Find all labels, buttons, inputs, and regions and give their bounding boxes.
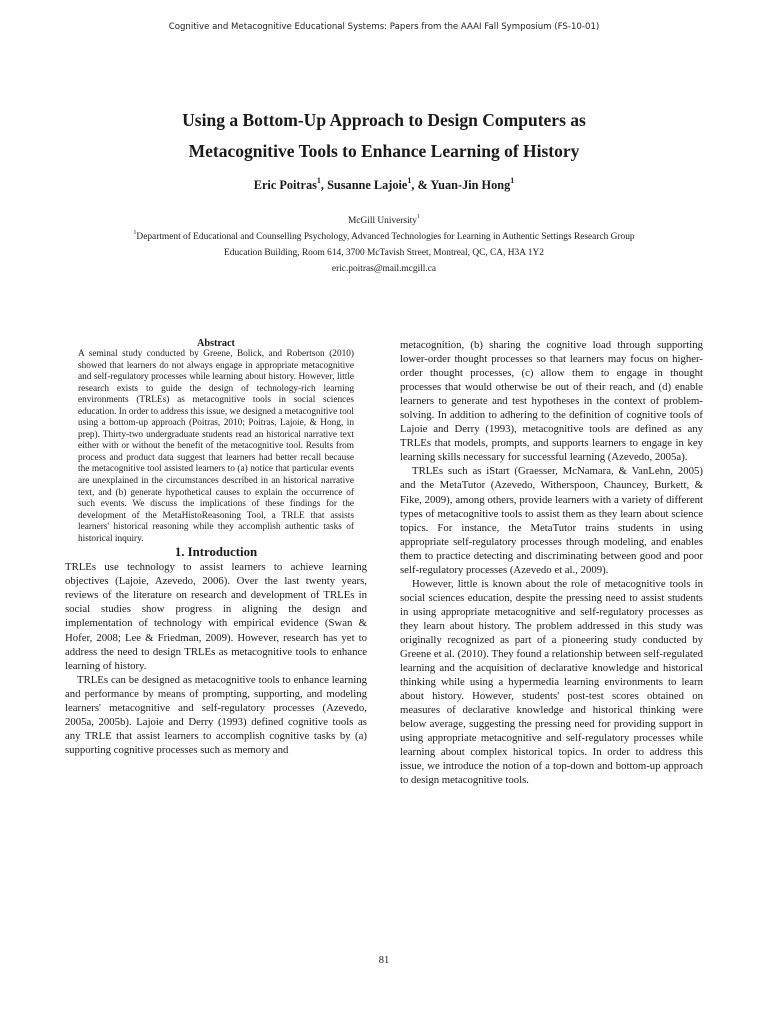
university bbox=[20, 213, 748, 229]
page-number: 81 bbox=[378, 955, 390, 966]
university-mark: 1 bbox=[416, 214, 421, 221]
affiliation-block bbox=[20, 213, 748, 277]
author-separator: , & bbox=[411, 178, 431, 192]
title-line-2: Metacognitive Tools to Enhance Learning of History bbox=[188, 141, 580, 161]
body-paragraph: metacognition, (b) sharing the cognitive load through supporting lower-order thought processes so that learners may focus on higher-order thought processes, (c) allow them to engage in thought processes that would otherwise be out of their reach, and (d) enable learners to generate and test hypotheses in the context of problem-solving. In addition to adhering to the definition of cognitive tools of Lajoie and Derry (1993), metacognitive tools are defined as any TRLEs that models, prompts, and supports learners to engage in key learning skills necessary for successful learning (Azevedo, 2005a). bbox=[400, 339, 703, 464]
abstract-text: A seminal study conducted by Greene, Bolick, and Robertson (2010) showed that learners do not always engage in appropriate metacognitive and self-regulatory processes while learning about history. However, little research exists to guide the design of technology-rich learning environments (TRLEs) as metacognitive tools in social sciences education. In order to address this issue, we designed a metacognitive tool using a bottom-up approach (Poitras, 2010; Poitras, Lajoie, & Hong, in prep). Thirty-two undergraduate students read an historical narrative text either with or without the benefit of the metacognitive tool. Results from process and product data suggest that learners had better recall because the metacognitive tool assisted learners to (a) notice that particular events are unexplained in the circumstances described in an historical narrative text, and (b) generate hypothetical causes to explain the occurrence of such events. We discuss the implications of these findings for the development of the MetaHistoReasoning Tool, a TRLE that assists learners' historical reasoning while they accomplish authentic tasks of historical inquiry. bbox=[78, 349, 354, 544]
author-separator: , bbox=[320, 178, 328, 192]
department-name: Department of Educational and Counselling Psychology, Advanced Technologies for Learning in Authentic Settings Research Group bbox=[136, 232, 635, 242]
body-paragraph: TRLEs use technology to assist learners to achieve learning objectives (Lajoie, Azevedo, 2006). Over the last twenty years, reviews of the literature on research and development of TRLEs in social studies show progress in aligning the design and implementation of technology with empirical evidence (Swan & Hofer, 2008; Lee & Friedman, 2009). However, research has yet to address the need to design TRLEs as metacognitive tools to enhance learning of history. bbox=[65, 561, 367, 672]
contact-email[interactable]: eric.poitras@mail.mcgill.ca bbox=[331, 264, 437, 274]
author-name: Eric Poitras bbox=[253, 178, 317, 192]
running-head: Cognitive and Metacognitive Educational Systems: Papers from the AAAI Fall Symposium (FS-10-01) bbox=[168, 22, 600, 32]
university-name: McGill University bbox=[347, 216, 417, 226]
abstract-heading: Abstract bbox=[197, 338, 235, 349]
author-affiliation-mark: 1 bbox=[510, 176, 515, 186]
title-line-1: Using a Bottom-Up Approach to Design Computers as bbox=[182, 110, 586, 130]
department-mark: 1 bbox=[133, 230, 137, 237]
author-list bbox=[0, 178, 768, 193]
author-name: Yuan-Jin Hong bbox=[430, 178, 511, 192]
left-column bbox=[65, 338, 367, 757]
author-affiliation-mark: 1 bbox=[407, 176, 412, 186]
author-affiliation-mark: 1 bbox=[316, 176, 321, 186]
postal-address: Education Building, Room 614, 3700 McTavish Street, Montreal, QC, CA, H3A 1Y2 bbox=[224, 248, 544, 258]
section-heading-introduction: 1. Introduction bbox=[174, 545, 258, 560]
paper-title bbox=[60, 105, 708, 167]
body-paragraph: TRLEs such as iStart (Graesser, McNamara, & VanLehn, 2005) and the MetaTutor (Azevedo, Witherspoon, Chauncey, Burkett, & Fike, 2009), among others, provide learners with a variety of different types of metacognitive tools to assist them as they learn about science topics. For instance, the MetaTutor trains students in using appropriate self-regulatory processes through modeling, and enables them to practice detecting and discriminating between good and poor self-regulatory processes (Azevedo et al., 2009). bbox=[400, 465, 703, 576]
body-paragraph: However, little is known about the role of metacognitive tools in social sciences education, despite the pressing need to assist students in using appropriate metacognitive and self-regulatory processes as they learn about history. The problem addressed in this study was originally recognized as part of a pioneering study conducted by Greene et al. (2010). They found a relationship between self-regulated learning and the acquisition of declarative knowledge and historical thinking while using a hypermedia learning environments to learn about history. However, students' post-test scores obtained on measures of declarative knowledge and historical thinking were below average, suggesting the pressing need for providing support in using appropriate metacognitive and self-regulatory processes while learning about complex historical topics. In order to address this issue, we introduce the notion of a top-down and bottom-up approach to design metacognitive tools. bbox=[400, 577, 703, 787]
author-name: Susanne Lajoie bbox=[327, 178, 408, 192]
right-column bbox=[400, 338, 703, 788]
department bbox=[20, 229, 748, 245]
body-paragraph: TRLEs can be designed as metacognitive tools to enhance learning and performance by means of prompting, supporting, and modeling learners' metacognitive and self-regulatory processes (Azevedo, 2005a, 2005b). Lajoie and Derry (1993) defined cognitive tools as any TRLE that assist learners to accomplish cognitive tasks by (a) supporting cognitive processes such as memory and bbox=[65, 673, 367, 756]
